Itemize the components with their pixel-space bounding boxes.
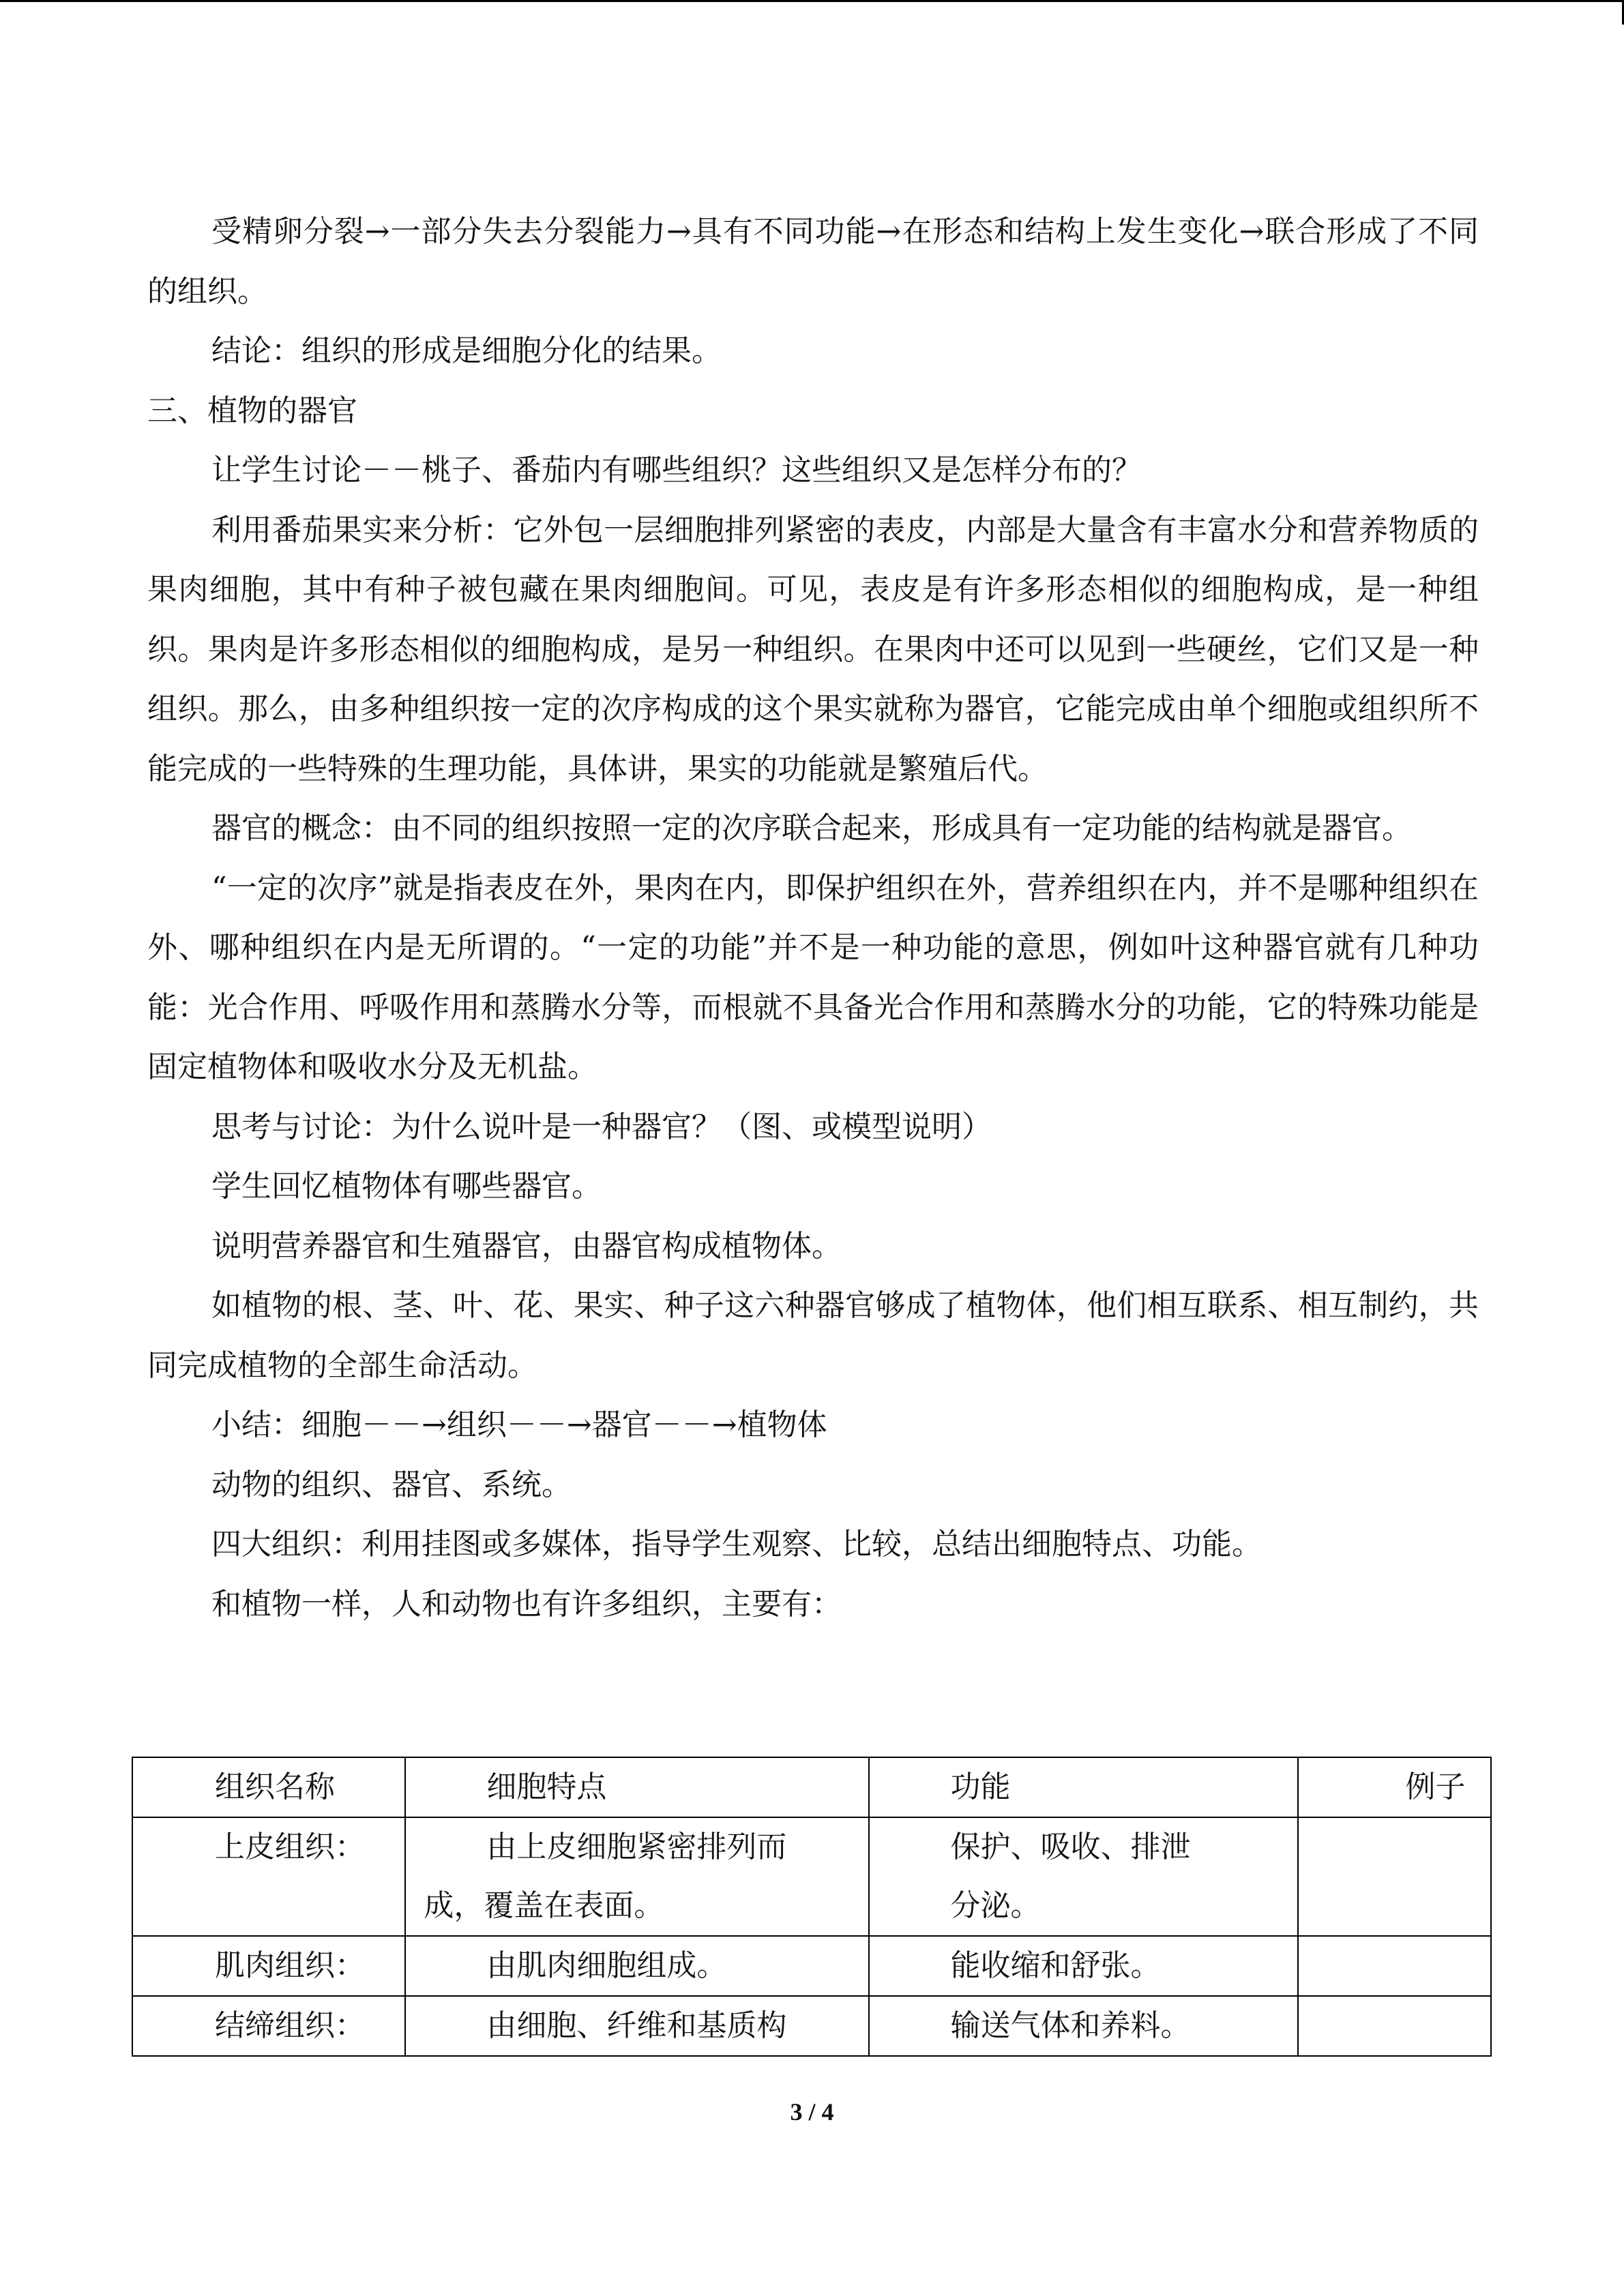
paragraph: 如植物的根、茎、叶、花、果实、种子这六种器官够成了植物体，他们相互联系、相互制约，共同完成植物的全部生命活动。 <box>147 1288 1479 1383</box>
paragraph: 学生回忆植物体有哪些器官。 <box>211 1169 602 1204</box>
table-header-cell: 细胞特点 <box>486 1770 607 1804</box>
tissue-feature: 由上皮细胞紧密排列而 <box>486 1830 787 1864</box>
paragraph: 让学生讨论－－桃子、番茄内有哪些组织？这些组织又是怎样分布的？ <box>211 453 1142 488</box>
table-row <box>132 1817 1491 1936</box>
tissue-function: 能收缩和舒张。 <box>950 1948 1161 1983</box>
paragraph: 说明营养器官和生殖器官，由器官构成植物体。 <box>211 1228 842 1264</box>
top-border-line <box>0 0 1624 2</box>
paragraph: 动物的组织、器官、系统。 <box>211 1467 572 1502</box>
tissue-name: 肌肉组织： <box>215 1948 365 1983</box>
tissue-feature: 成，覆盖在表面。 <box>424 1888 664 1923</box>
body-text <box>147 202 1479 1634</box>
tissue-name: 结缔组织： <box>215 2008 365 2043</box>
table-header-cell: 组织名称 <box>215 1770 335 1804</box>
section-heading: 三、植物的器官 <box>147 393 357 428</box>
table-header-cell: 例子 <box>1405 1770 1466 1804</box>
table-header-row <box>132 1757 1491 1817</box>
tissue-table <box>132 1757 1492 2057</box>
tissue-feature: 由肌肉细胞组成。 <box>486 1948 727 1983</box>
tissue-function: 分泌。 <box>950 1888 1041 1923</box>
paragraph: 结论：组织的形成是细胞分化的结果。 <box>211 333 722 368</box>
table-row <box>132 1996 1491 2056</box>
paragraph: 利用番茄果实来分析：它外包一层细胞排列紧密的表皮，内部是大量含有丰富水分和营养物质的果肉细胞，其中有种子被包藏在果肉细胞间。可见，表皮是有许多形态相似的细胞构成，是一种组织。果肉是许多形态相似的细胞构成，是另一种组织。在果肉中还可以见到一些硬丝，它们又是一种组织。那么，由多种组织按一定的次序构成的这个果实就称为器官，它能完成由单个细胞或组织所不能完成的一些特殊的生理功能，具体讲，果实的功能就是繁殖后代。 <box>147 512 1479 786</box>
paragraph: 和植物一样，人和动物也有许多组织，主要有： <box>211 1586 842 1622</box>
paragraph: “一定的次序”就是指表皮在外，果肉在内，即保护组织在外，营养组织在内，并不是哪种组织在外、哪种组织在内是无所谓的。“一定的功能”并不是一种功能的意思，例如叶这种器官就有几种功能：光合作用、呼吸作用和蒸腾水分等，而根就不具备光合作用和蒸腾水分的功能，它的特殊功能是固定植物体和吸收水分及无机盐。 <box>147 870 1479 1084</box>
tissue-function: 输送气体和养料。 <box>950 2008 1191 2043</box>
page-number: 3 / 4 <box>790 2098 834 2126</box>
paragraph: 受精卵分裂→一部分失去分裂能力→具有不同功能→在形态和结构上发生变化→联合形成了不同的组织。 <box>147 214 1479 309</box>
table-header-cell: 功能 <box>950 1770 1011 1804</box>
paragraph: 器官的概念：由不同的组织按照一定的次序联合起来，形成具有一定功能的结构就是器官。 <box>211 811 1412 846</box>
tissue-function: 保护、吸收、排泄 <box>950 1830 1191 1864</box>
table-row <box>132 1936 1491 1996</box>
tissue-feature: 由细胞、纤维和基质构 <box>486 2008 787 2043</box>
tissue-name: 上皮组织： <box>215 1830 365 1864</box>
paragraph: 思考与讨论：为什么说叶是一种器官？（图、或模型说明） <box>211 1109 992 1144</box>
paragraph: 四大组织：利用挂图或多媒体，指导学生观察、比较，总结出细胞特点、功能。 <box>211 1527 1262 1562</box>
paragraph: 小结：细胞－－→组织－－→器官－－→植物体 <box>211 1407 827 1442</box>
